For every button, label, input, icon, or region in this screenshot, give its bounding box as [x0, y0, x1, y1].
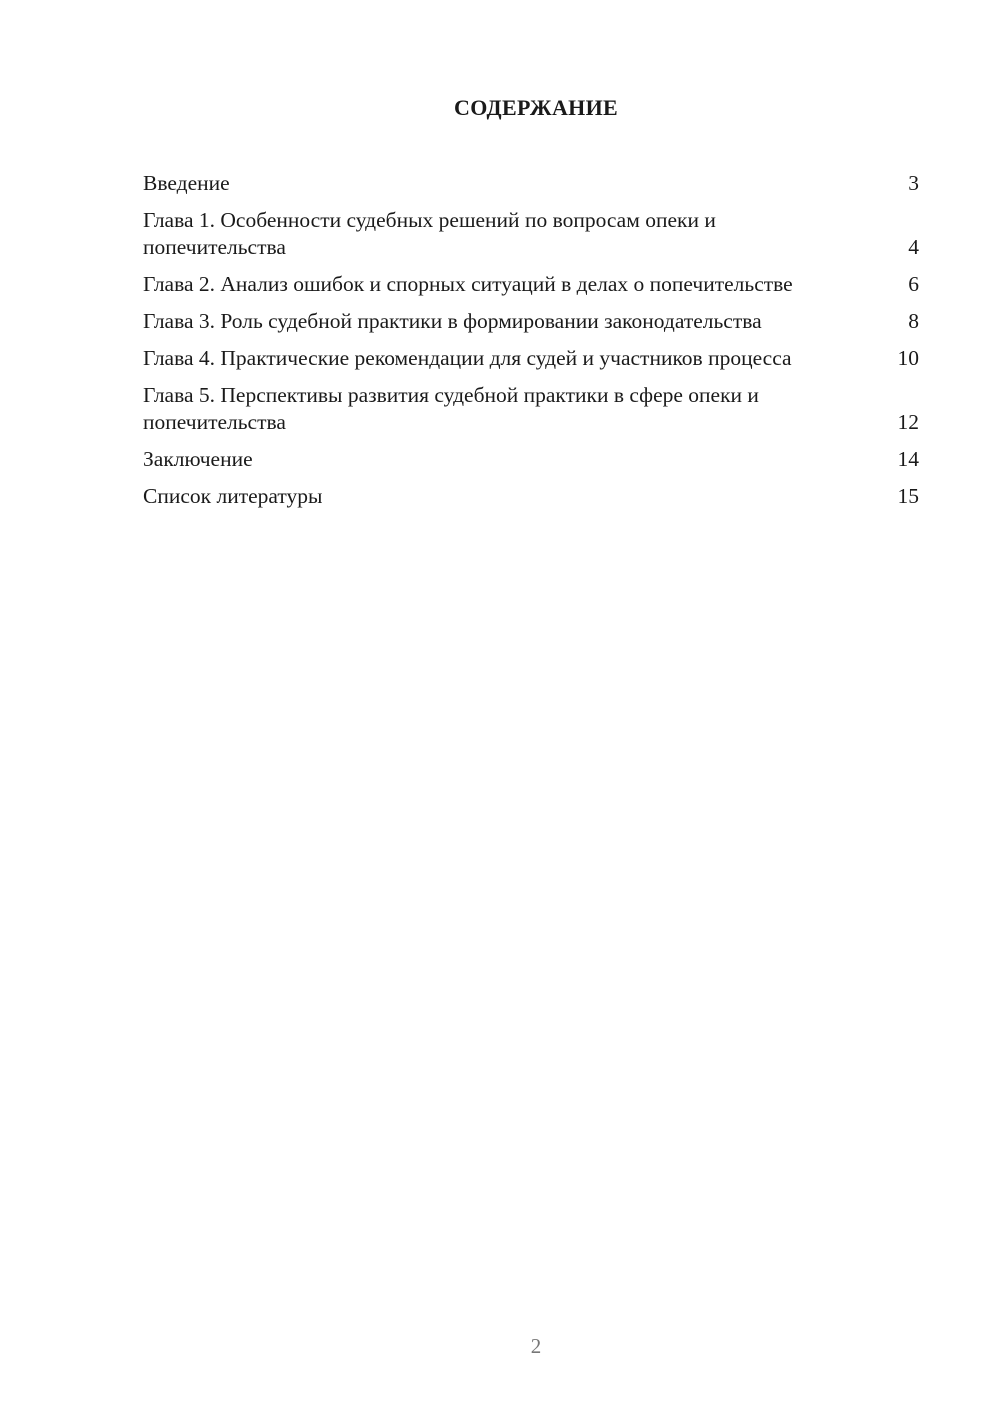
toc-entry-text: Список литературы: [143, 484, 323, 508]
toc-entry-chapter-4[interactable]: [143, 345, 919, 372]
toc-entry-chapter-2[interactable]: [143, 271, 919, 298]
toc-entry-bibliography[interactable]: [143, 483, 919, 510]
toc-entry-page: 14: [897, 447, 919, 471]
toc-entry-page: 8: [908, 309, 919, 333]
toc-entry-chapter-1[interactable]: [143, 207, 919, 261]
toc-entry-page: 3: [908, 171, 919, 195]
toc-entry-page: 12: [897, 410, 919, 434]
toc-entry-text: Введение: [143, 171, 230, 195]
toc-entry-page: 6: [908, 272, 919, 296]
toc-entry-text: Глава 1. Особенности судебных решений по вопросам опеки и попечительства: [143, 208, 716, 259]
toc-entry-text: Глава 3. Роль судебной практики в формировании законодательства: [143, 309, 762, 333]
page-title: СОДЕРЖАНИЕ: [454, 95, 618, 120]
toc-entry-introduction[interactable]: [143, 170, 919, 197]
table-of-contents: [143, 170, 919, 520]
toc-entry-chapter-3[interactable]: [143, 308, 919, 335]
page-number: 2: [530, 1334, 542, 1358]
toc-entry-page: 15: [897, 484, 919, 508]
toc-entry-text: Глава 5. Перспективы развития судебной практики в сфере опеки и попечительства: [143, 383, 759, 434]
toc-entry-page: 10: [897, 346, 919, 370]
toc-entry-text: Заключение: [143, 447, 253, 471]
toc-entry-chapter-5[interactable]: [143, 382, 919, 436]
toc-entry-conclusion[interactable]: [143, 446, 919, 473]
toc-entry-text: Глава 2. Анализ ошибок и спорных ситуаций в делах о попечительстве: [143, 272, 793, 296]
toc-entry-text: Глава 4. Практические рекомендации для судей и участников процесса: [143, 346, 792, 370]
toc-entry-page: 4: [908, 235, 919, 259]
